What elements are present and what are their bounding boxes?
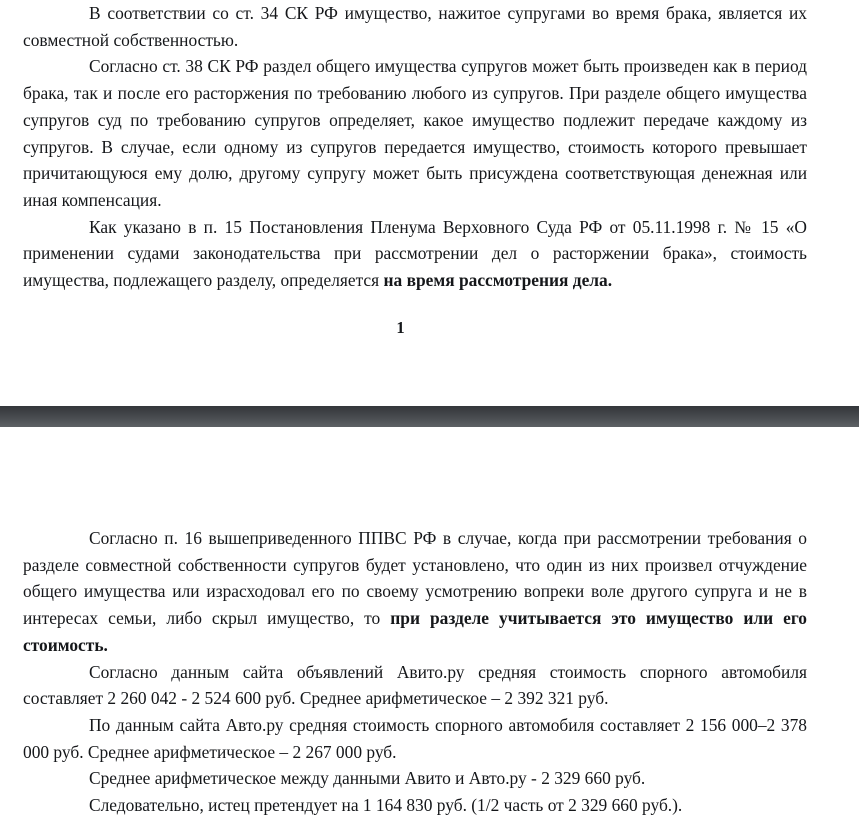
document-page-1	[0, 0, 859, 406]
paragraph-plenum-15	[23, 214, 807, 294]
paragraph-avito-valuation: Согласно данным сайта объявлений Авито.ру средняя стоимость спорного автомобиля составляет 2 260 042 - 2 524 600 руб. Среднее арифметическое – 2 392 321 руб.	[23, 661, 807, 709]
page-number-label: 1	[396, 317, 405, 337]
paragraph-plenum-16	[23, 525, 807, 659]
paragraph-plenum-16-emphasis: при разделе учитывается это имущество или его стоимость.	[23, 608, 808, 655]
paragraph-plenum-15-text: Как указано в п. 15 Постановления Пленума Верховного Суда РФ от 05.11.1998 г. № 15 «О применении судами законодательства при рассмотрении дел о расторжении брака», стоимость имущества, подлежащего разделу, определяется	[23, 216, 807, 291]
paragraph-combined-mean: Среднее арифметическое между данными Авито и Авто.ру - 2 329 660 руб.	[89, 768, 646, 789]
page-separator-band	[0, 406, 859, 427]
paragraph-article-34: В соответствии со ст. 34 СК РФ имущество, нажитое супругами во время брака, является их совместной собственностью.	[23, 3, 807, 50]
page-2-top-margin	[23, 427, 807, 525]
paragraph-plenum-16-text: Согласно п. 16 вышеприведенного ППВС РФ в случае, когда при рассмотрении требования о разделе совместной собственности супругов будет установлено, что один из них произвел отчуждение общего имущества или израсходовал его по своему усмотрению вопреки воле другого супруга и не в интересах семьи, либо скрыл имущество, то	[23, 528, 807, 629]
paragraph-auto-ru-valuation: По данным сайта Авто.ру средняя стоимость спорного автомобиля составляет 2 156 000–2 378 000 руб. Среднее арифметическое – 2 267 000 руб.	[23, 714, 807, 762]
paragraph-article-38: Согласно ст. 38 СК РФ раздел общего имущества супругов может быть произведен как в период брака, так и после его расторжения по требованию любого из супругов. При разделе общего имущества супругов суд по требованию супругов определяет, какое имущество подлежит передаче каждому из супругов. В случае, если одному из супругов передается имущество, стоимость которого превышает причитающуюся ему долю, другому супругу может быть присуждена соответствующая денежная или иная компенсация.	[23, 56, 807, 210]
paragraph-claim-amount: Следовательно, истец претендует на 1 164 830 руб. (1/2 часть от 2 329 660 руб.).	[89, 795, 683, 816]
paragraph-plenum-15-emphasis: на время рассмотрения дела.	[383, 270, 613, 291]
page-number-spacer	[23, 294, 807, 315]
document-page-2	[0, 427, 859, 816]
